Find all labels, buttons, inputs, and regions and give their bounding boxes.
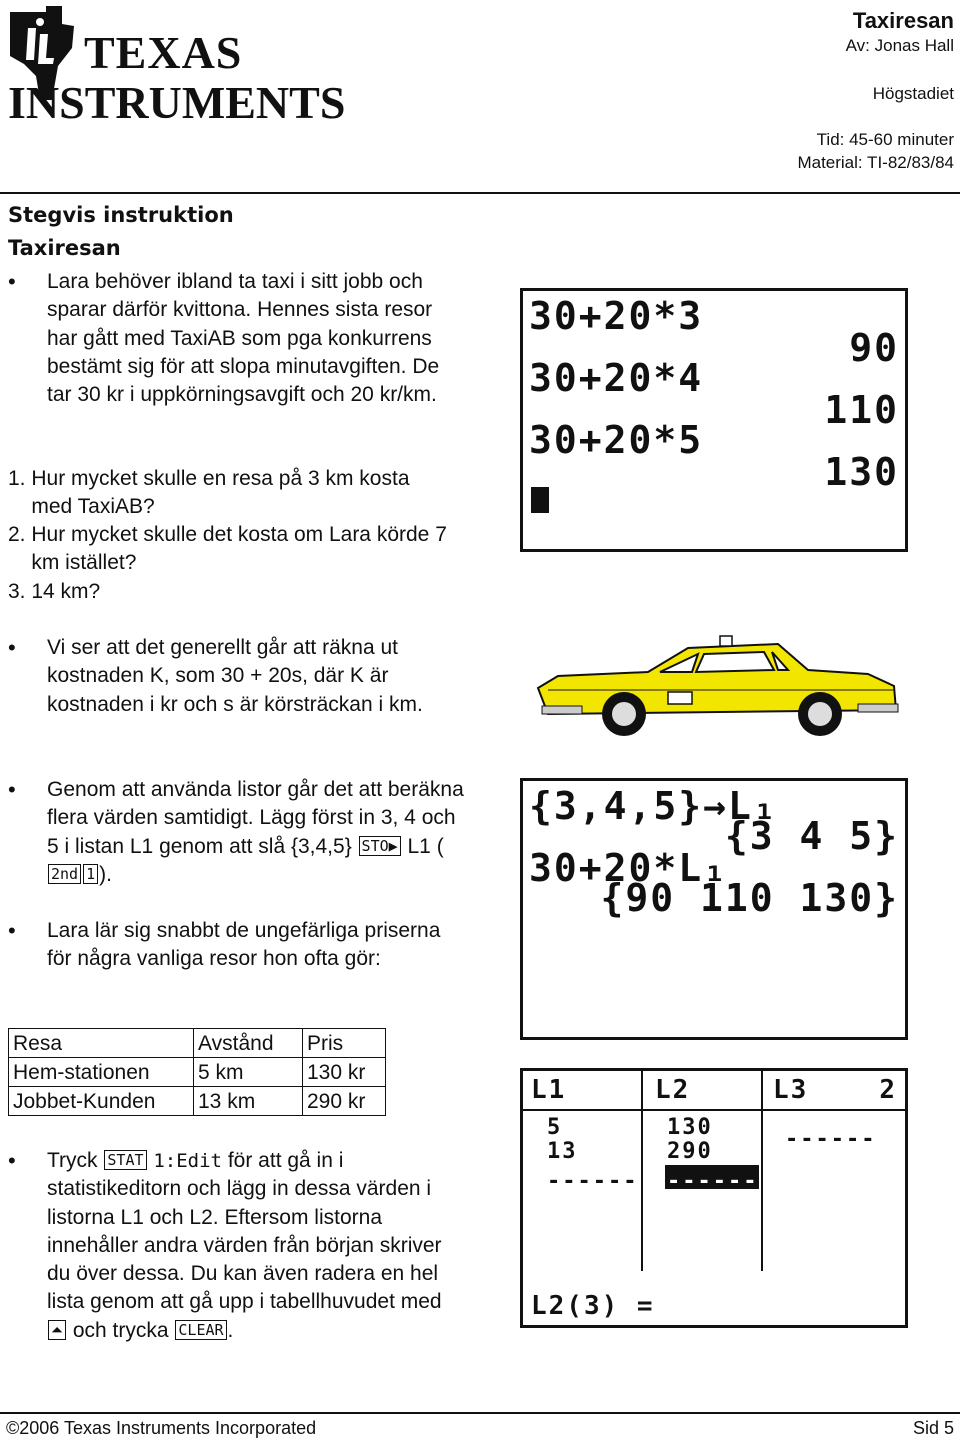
question-1: 1. Hur mycket skulle en resa på 3 km kosta med TaxiAB? [8,467,410,519]
list-cell: 130 [667,1115,713,1140]
calc-line: 30+20*3 [529,294,704,338]
2nd-key-icon: 2nd [48,864,81,884]
list-cell: 290 [667,1139,713,1164]
bullet-icon: • [8,269,16,294]
calculator-screen-2 [520,778,908,1040]
table-cell: Jobbet-Kunden [9,1087,194,1116]
sto-key-icon: STO▶ [359,836,401,856]
formula-paragraph: Vi ser att det generellt går att räkna ut kostnaden K, som 30 + 20s, där K är kostnaden i kr och s är körsträckan i km. [47,636,423,716]
prices-paragraph: Lara lär sig snabbt de ungefärliga priserna för några vanliga resor hon ofta gör: [47,919,441,971]
list-cell: 5 [547,1115,563,1140]
stat-key-icon: STAT [104,1150,146,1170]
calc-line: {3,4,5}→L₁ [529,784,778,828]
list-status: L2(3) = [531,1291,655,1321]
doc-author: Av: Jonas Hall [845,36,954,55]
list-header: L1 [531,1075,567,1105]
table-cell: 13 km [194,1087,303,1116]
question-3: 3. 14 km? [8,580,101,603]
calc-line: 30+20*5 [529,418,704,462]
list-paragraph: Genom att använda listor går det att beräkna flera värden samtidigt. Lägg först in 3, 4 och 5 i listan L1 genom att slå {3,4,5} STO▶ L1 (2nd 1 ). [47,778,464,886]
list-divider [641,1071,643,1271]
subtitle: Taxiresan [8,236,121,260]
list-cell: ------ [667,1169,759,1194]
calc-result: {90 110 130} [600,876,899,920]
table-header: Avstånd [194,1029,303,1058]
bullet-icon: • [8,918,16,943]
bullet-icon: • [8,635,16,660]
price-table [8,1028,386,1116]
bullet-icon: • [8,777,16,802]
table-cell: 130 kr [303,1058,386,1087]
table-header: Pris [303,1029,386,1058]
list-header: L2 [655,1075,691,1105]
doc-title: Taxiresan [852,8,954,33]
list-cell: ------ [547,1169,639,1194]
key-1-icon: 1 [83,864,98,884]
calc-result: 110 [824,388,899,432]
doc-material: Material: TI-82/83/84 [797,153,954,172]
table-cell: 5 km [194,1058,303,1087]
menu-edit: 1:Edit [153,1150,222,1172]
list-cell: ------ [785,1127,877,1152]
taxi-car-icon [528,630,904,738]
footer-divider [0,1412,960,1414]
section-title: Stegvis instruktion [8,203,234,227]
question-2: 2. Hur mycket skulle det kosta om Lara körde 7 km istället? [8,523,447,575]
bullet-icon: • [8,1148,16,1173]
calculator-screen-1 [520,288,908,552]
calc-line: 30+20*4 [529,356,704,400]
cursor-icon [531,487,549,513]
logo-text-texas: TEXAS [84,27,243,78]
header-divider [0,192,960,194]
calc-line: 30+20*L₁ [529,846,729,890]
list-divider [523,1109,905,1111]
doc-level: Högstadiet [872,84,954,103]
clear-key-icon: CLEAR [175,1320,226,1340]
page-number: Sid 5 [912,1418,954,1438]
copyright: ©2006 Texas Instruments Incorporated [6,1418,317,1438]
table-cell: 290 kr [303,1087,386,1116]
calc-result: 130 [824,450,899,494]
list-header: L3 [773,1075,809,1105]
doc-time: Tid: 45-60 minuter [816,130,954,149]
table-row [9,1058,386,1087]
table-header-row [9,1029,386,1058]
table-header: Resa [9,1029,194,1058]
list-column-number: 2 [879,1075,897,1105]
logo-text-instruments: INSTRUMENTS [8,77,346,128]
list-cell: 13 [547,1139,578,1164]
calculator-screen-3 [520,1068,908,1328]
stat-edit-paragraph: Tryck STAT 1:Edit för att gå in i statistikeditorn och lägg in dessa värden i listorna L1 och L2. Eftersom listorna innehåller andra värden från början skriver du över dessa. Du kan även radera en hel lista genom att gå upp i tabellhuvudet med ⏶ och trycka CLEAR . [47,1149,442,1342]
calc-result: {3 4 5} [724,814,899,858]
calc-result: 90 [849,326,899,370]
table-row [9,1087,386,1116]
table-cell: Hem-stationen [9,1058,194,1087]
up-arrow-key-icon: ⏶ [48,1320,66,1340]
list-divider [761,1071,763,1271]
intro-paragraph: Lara behöver ibland ta taxi i sitt jobb och sparar därför kvittona. Hennes sista resor har gått med TaxiAB som pga konkurrens bestämt sig för att slopa minutavgiften. De tar 30 kr i uppkörningsavgift och 20 kr/km. [47,270,440,407]
